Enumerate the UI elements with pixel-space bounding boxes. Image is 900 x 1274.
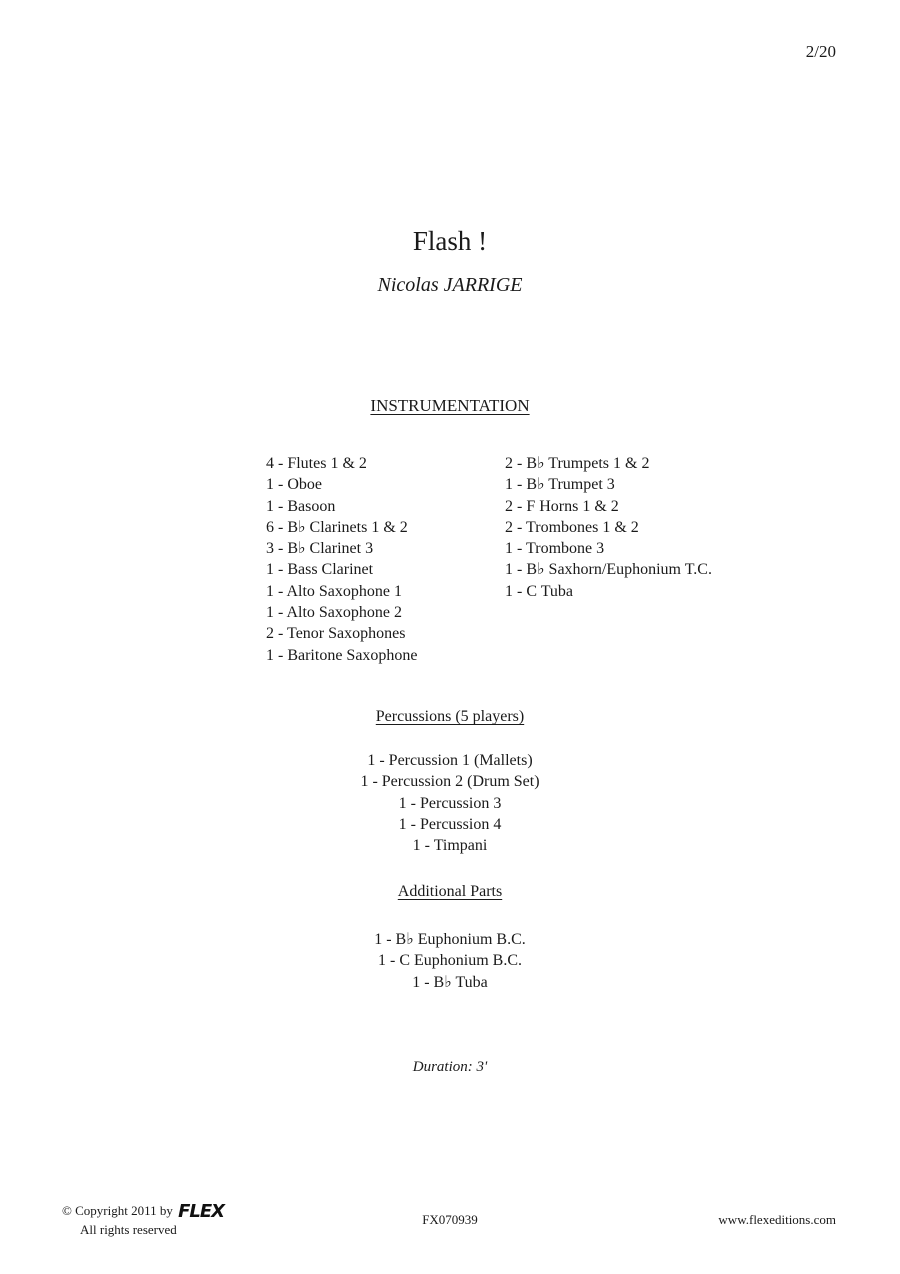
instrument-item: 1 - B♭ Trumpet 3	[505, 476, 615, 494]
instrument-item: 1 - Baritone Saxophone	[266, 646, 418, 664]
instrument-item: 2 - F Horns 1 & 2	[505, 497, 619, 515]
percussions-list	[0, 750, 900, 856]
instrument-item: 1 - Trombone 3	[505, 540, 605, 558]
instrument-item: 6 - B♭ Clarinets 1 & 2	[266, 518, 408, 536]
instrument-item: 2 - B♭ Trumpets 1 & 2	[505, 455, 650, 472]
rights-reserved: All rights reserved	[80, 1222, 177, 1237]
percussion-item: 1 - Percussion 4	[398, 815, 502, 833]
flex-logo: FLEX	[178, 1201, 225, 1222]
instrument-item: 1 - Alto Saxophone 1	[266, 582, 402, 600]
instrument-item: 1 - B♭ Saxhorn/Euphonium T.C.	[505, 561, 712, 579]
instrument-item: 2 - Trombones 1 & 2	[505, 518, 639, 536]
additional-part-item: 1 - C Euphonium B.C.	[377, 952, 522, 970]
percussion-item: 1 - Percussion 3	[398, 794, 502, 812]
instrument-item: 1 - Basoon	[266, 497, 336, 515]
additional-parts-list	[0, 929, 900, 993]
instrument-item: 4 - Flutes 1 & 2	[266, 455, 367, 472]
instrument-item: 2 - Tenor Saxophones	[266, 625, 406, 643]
additional-parts-heading: Additional Parts	[397, 883, 503, 900]
instrument-item: 1 - C Tuba	[505, 582, 574, 600]
percussion-item: 1 - Timpani	[412, 837, 488, 855]
page-number: 2/20	[805, 42, 836, 61]
duration: Duration: 3'	[412, 1059, 488, 1075]
instrumentation-right-column	[505, 453, 712, 602]
percussion-item: 1 - Percussion 2 (Drum Set)	[360, 773, 540, 791]
instrumentation-left-column	[266, 453, 418, 666]
catalog-number: FX070939	[422, 1212, 478, 1227]
instrument-item: 1 - Oboe	[266, 476, 322, 494]
copyright-text: © Copyright 2011 by	[62, 1203, 173, 1218]
additional-part-item: 1 - B♭ Tuba	[412, 973, 488, 991]
piece-title: Flash !	[412, 226, 488, 256]
percussions-heading: Percussions (5 players)	[375, 708, 525, 725]
percussion-item: 1 - Percussion 1 (Mallets)	[367, 752, 533, 769]
additional-part-item: 1 - B♭ Euphonium B.C.	[374, 931, 526, 948]
instrument-item: 1 - Alto Saxophone 2	[266, 604, 402, 622]
website-url: www.flexeditions.com	[718, 1212, 836, 1227]
composer-name: Nicolas JARRIGE	[377, 274, 523, 296]
instrument-item: 3 - B♭ Clarinet 3	[266, 540, 374, 558]
instrument-item: 1 - Bass Clarinet	[266, 561, 374, 579]
instrumentation-heading: INSTRUMENTATION	[370, 396, 530, 415]
